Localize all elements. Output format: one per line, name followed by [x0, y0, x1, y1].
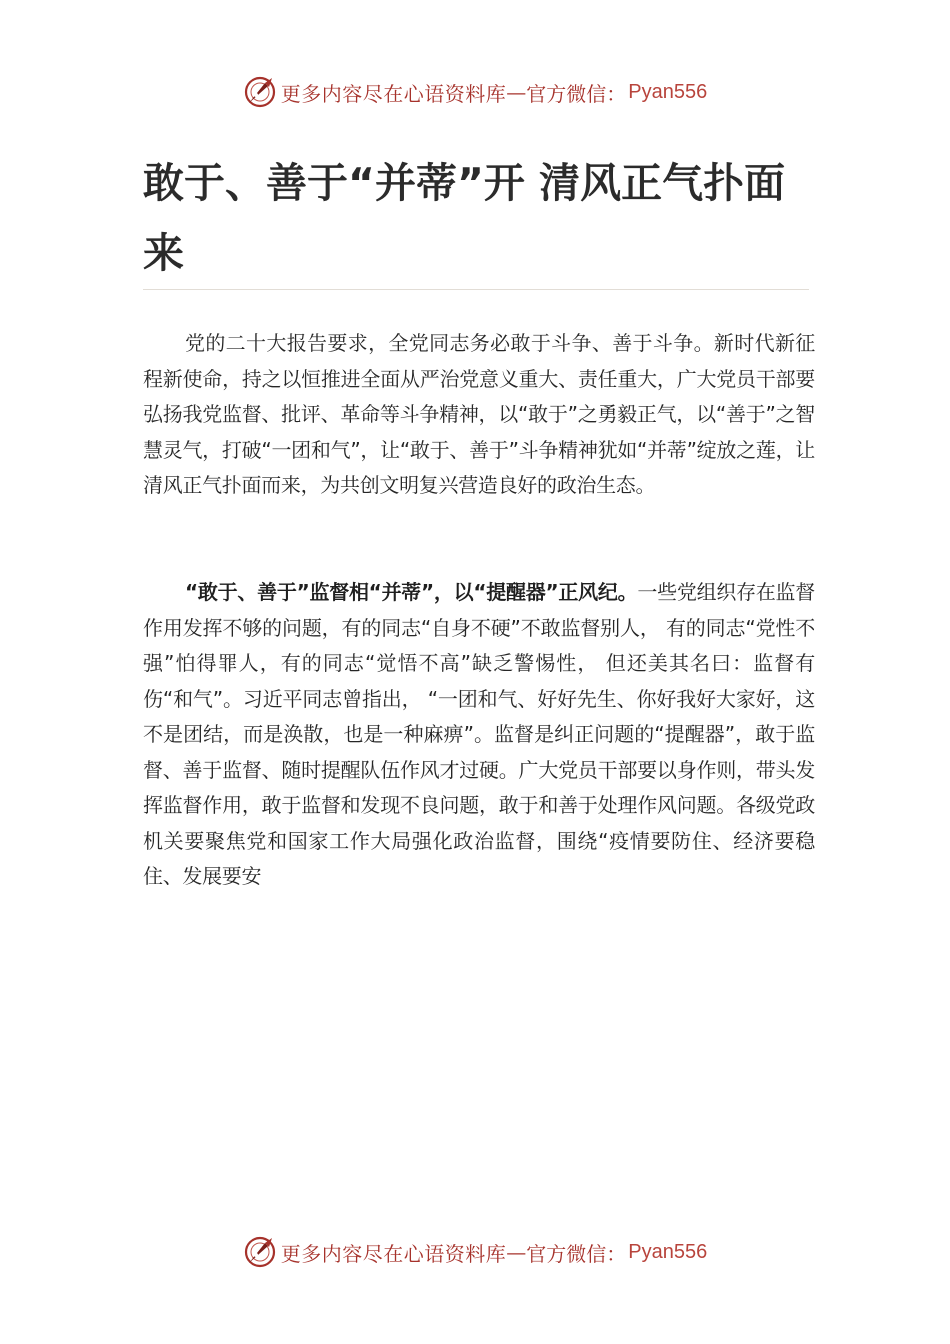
banner-dash: — [506, 1240, 527, 1264]
banner-text: 更多内容尽在心语资料库 [280, 81, 507, 106]
banner-wechat-label: 官方微信： [526, 1241, 627, 1266]
banner-dash: — [506, 80, 527, 104]
quill-circle-icon [243, 1235, 277, 1269]
title-divider [143, 289, 809, 290]
article-title: 敢于、善于“并蒂”开 清风正气扑面来 [143, 159, 786, 277]
paragraph-2 [143, 575, 815, 895]
paragraph-2-lead: “敢于、善于”监督相“并蒂”，以“提醒器”正风纪。 [185, 580, 638, 604]
footer-banner [0, 1232, 950, 1272]
paragraph-2-body: 一些党组织存在监督作用发挥不够的问题，有的同志“自身不硬”不敢监督别人， 有的同志“党性不强”怕得罪人，有的同志“觉悟不高”缺乏警惕性， 但还美其名曰：监督有伤“和气”。习近平同志曾指出， “一团和气、好好先生、你好我好大家好，这不是团结，而是涣散，也是一种麻痹”。监督是纠正问题的“提醒器”，敢于监督、善于监督、随时提醒队伍作风才过硬。广大党员干部要以身作则，带头发挥监督作用，敢于监督和发现不良问题，敢于和善于处理作风问题。各级党政机关要聚焦党和国家工作大局强化政治监督，围绕“疫情要防住、经济要稳住、发展要安 [143, 580, 815, 888]
paragraph-1: 党的二十大报告要求，全党同志务必敢于斗争、善于斗争。新时代新征程新使命，持之以恒推进全面从严治党意义重大、责任重大，广大党员干部要弘扬我党监督、批评、革命等斗争精神，以“敢于”之勇毅正气，以“善于”之智慧灵气，打破“一团和气”，让“敢于、善于”斗争精神犹如“并蒂”绽放之莲，让清风正气扑面而来，为共创文明复兴营造良好的政治生态。 [143, 331, 815, 497]
banner-wechat-id: Pyan556 [628, 80, 708, 103]
banner-wechat-label: 官方微信： [526, 81, 627, 106]
banner-text: 更多内容尽在心语资料库 [280, 1241, 507, 1266]
banner-wechat-id: Pyan556 [628, 1240, 708, 1263]
quill-circle-icon [243, 75, 277, 109]
header-banner [0, 72, 950, 112]
